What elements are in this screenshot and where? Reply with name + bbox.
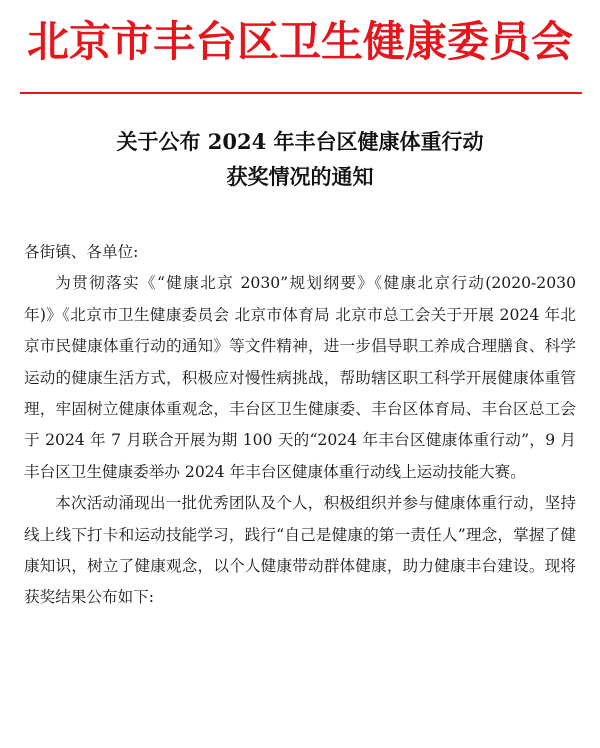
body-paragraph-2: 本次活动涌现出一批优秀团队及个人，积极组织并参与健康体重行动，坚持线上线下打卡和运动技能学习，践行“自己是健康的第一责任人”理念，掌握了健康知识，树立了健康观念，以个人健康带动群体健康，助力健康丰台建设。现将获奖结果公布如下: — [24, 494, 576, 607]
notice-title — [0, 124, 600, 194]
masthead-red-rule — [20, 92, 582, 94]
salutation: 各街镇、各单位: — [24, 243, 139, 261]
notice-title-line-2: 获奖情况的通知 — [226, 164, 374, 189]
notice-body — [24, 237, 576, 614]
body-paragraph-1: 为贯彻落实《“健康北京 2030”规划纲要》《健康北京行动(2020-2030 年)》《北京市卫生健康委员会 北京市体育局 北京市总工会关于开展 2024 年北京市民健康体重行动的通知》等文件精神，进一步倡导职工养成合理膳食、科学运动的健康生活方式，积极应对慢性病挑战，帮助辖区职工科学开展健康体重管理，牢固树立健康体重观念，丰台区卫生健康委、丰台区体育局、丰台区总工会于 2024 年 7 月联合开展为期 100 天的“2024 年丰台区健康体重行动”，9 月丰台区卫生健康委举办 2024 年丰台区健康体重行动线上运动技能大赛。 — [24, 274, 576, 481]
notice-title-line-1: 关于公布 2024 年丰台区健康体重行动 — [116, 129, 484, 154]
masthead-organization: 北京市丰台区卫生健康委员会 — [26, 17, 573, 66]
